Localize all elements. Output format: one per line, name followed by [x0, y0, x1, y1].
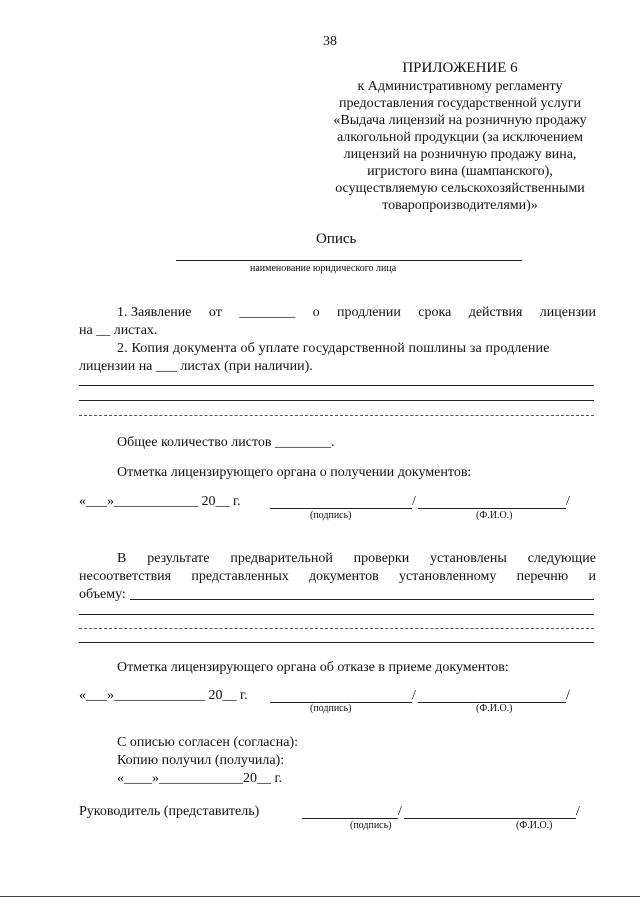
fio-line	[404, 818, 576, 819]
page-number: 38	[323, 34, 337, 49]
signature-caption: (подпись)	[310, 510, 352, 521]
blank-line	[79, 628, 594, 629]
blank-line	[79, 400, 594, 401]
item1-word: лицензии	[539, 305, 596, 320]
signature-line	[302, 818, 398, 819]
inventory-title: Опись	[316, 231, 357, 247]
refusal-mark-label: Отметка лицензирующего органа об отказе в приеме документов:	[117, 660, 509, 675]
receipt-date: «___»____________ 20__ г.	[79, 494, 241, 509]
blank-line	[79, 642, 594, 643]
check-word: проверки	[353, 551, 410, 566]
slash: /	[398, 804, 402, 819]
refusal-date: «___»_____________ 20__ г.	[79, 688, 248, 703]
bottom-border	[0, 896, 640, 897]
appendix-line: предоставления государственной услуги	[339, 96, 581, 111]
appendix-line: лицензий на розничную продажу вина,	[343, 147, 577, 162]
appendix-line: товаропроизводителями)»	[382, 198, 538, 213]
receipt-mark-label: Отметка лицензирующего органа о получении документов:	[117, 465, 472, 480]
item2-line2: лицензии на ___ листах (при наличии).	[79, 359, 313, 374]
slash: /	[412, 494, 416, 509]
legal-entity-caption: наименование юридического лица	[250, 263, 397, 274]
appendix-line: к Административному регламенту	[357, 79, 563, 94]
check-result-line3: объему:	[79, 587, 126, 602]
item1-word: о	[312, 305, 320, 320]
item1-word: 1. Заявление	[117, 305, 192, 320]
check-word: предварительной	[230, 551, 333, 566]
check-word: установленному	[398, 569, 497, 584]
item1-line1	[117, 304, 596, 321]
slash: /	[566, 688, 570, 703]
head-label: Руководитель (представитель)	[79, 804, 260, 819]
received-text: Копию получил (получила):	[117, 753, 285, 768]
appendix-line: «Выдача лицензий на розничную продажу	[333, 113, 587, 128]
blank-line	[79, 415, 594, 416]
agree-text: С описью согласен (согласна):	[117, 735, 298, 750]
item2-line1: 2. Копия документа об уплате государственной пошлины за продление	[117, 341, 550, 356]
total-sheets: Общее количество листов ________.	[117, 435, 335, 450]
item1-word: от	[208, 305, 222, 320]
check-word: представленных	[191, 569, 289, 584]
check-word: документов	[309, 569, 379, 584]
appendix-line: алкогольной продукции (за исключением	[336, 130, 584, 145]
slash: /	[412, 688, 416, 703]
blank-line	[130, 599, 594, 600]
slash: /	[576, 804, 580, 819]
check-word: следующие	[527, 551, 596, 566]
signature-caption: (подпись)	[350, 820, 392, 831]
agreement-date: «____»____________20__ г.	[117, 771, 283, 786]
check-word: установлены	[430, 551, 507, 566]
signature-caption: (подпись)	[310, 703, 352, 714]
appendix-header	[300, 60, 620, 214]
check-word: и	[588, 569, 596, 584]
item1-line2: на __ листах.	[79, 323, 158, 338]
item1-date-blank: ________	[239, 305, 296, 320]
appendix-line: осуществляемую сельскохозяйственными	[335, 181, 585, 196]
fio-line	[418, 508, 566, 509]
check-word: В	[117, 551, 127, 566]
check-word: несоответствия	[79, 569, 172, 584]
item1-word: действия	[468, 305, 523, 320]
item1-word: срока	[418, 305, 452, 320]
item1-word: продлении	[337, 305, 401, 320]
check-result-line1	[117, 550, 596, 567]
blank-line	[79, 385, 594, 386]
check-word: перечню	[516, 569, 569, 584]
legal-entity-line	[176, 260, 522, 261]
check-word: результате	[147, 551, 210, 566]
appendix-title: ПРИЛОЖЕНИЕ 6	[402, 60, 518, 76]
blank-line	[79, 614, 594, 615]
fio-caption: (Ф.И.О.)	[516, 820, 553, 831]
fio-caption: (Ф.И.О.)	[476, 510, 513, 521]
appendix-line: игристого вина (шампанского),	[367, 164, 553, 179]
fio-caption: (Ф.И.О.)	[476, 703, 513, 714]
slash: /	[566, 494, 570, 509]
signature-line	[270, 508, 412, 509]
check-result-line2	[79, 568, 596, 585]
